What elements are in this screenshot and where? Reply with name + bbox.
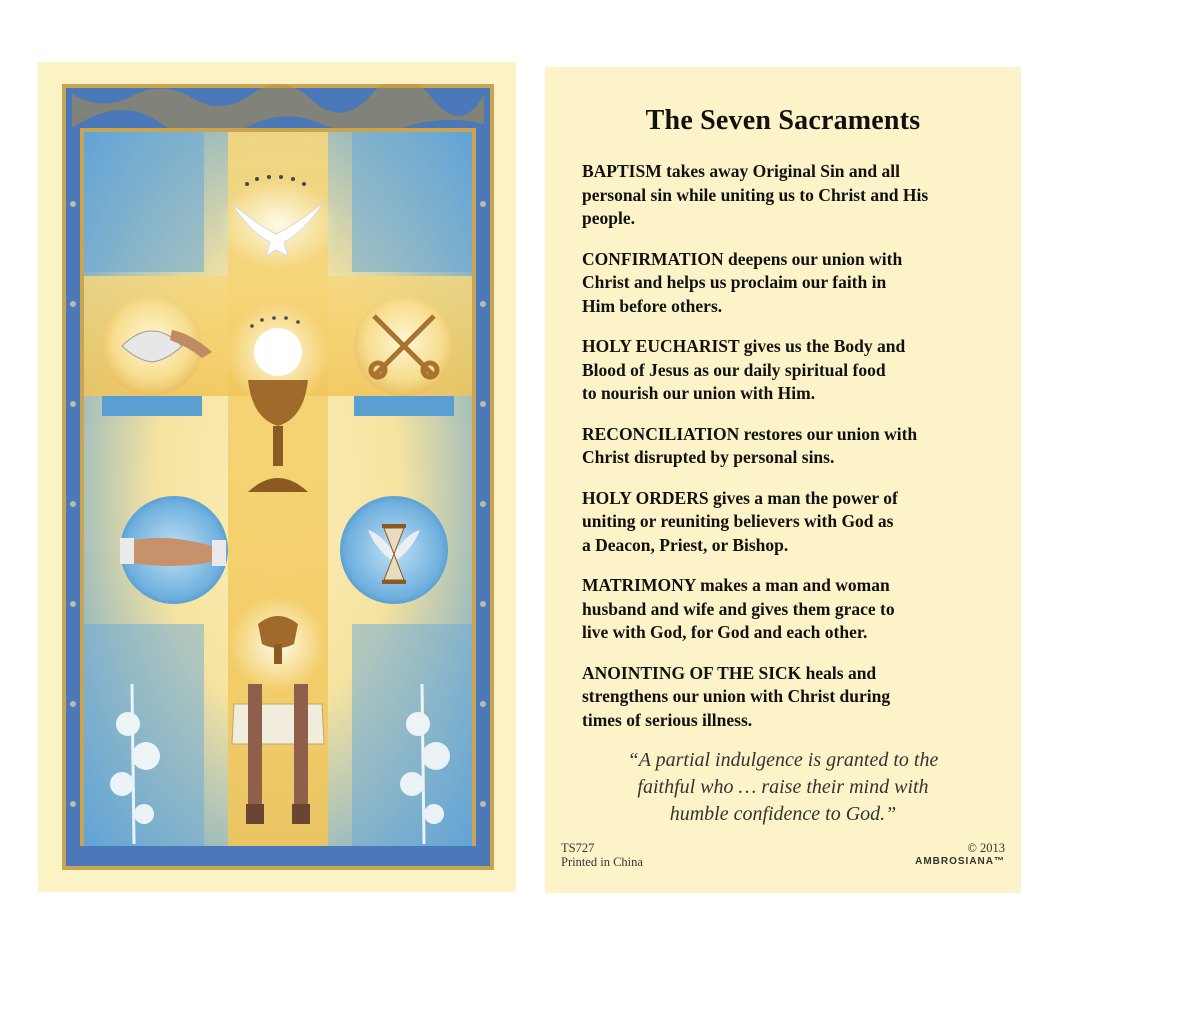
handshake-icon [120,496,228,604]
holy-card-front [38,62,516,892]
hourglass-icon [340,496,448,604]
sacraments-illustration [62,84,494,870]
sacrament-holy-orders: HOLY ORDERS gives a man the power of uniting or reuniting believers with God as a Deacon, Priest, or Bishop. [582,487,898,555]
holy-card-back [545,67,1021,893]
footer-left [561,841,643,869]
product-code: TS727 [561,841,595,855]
sacrament-anointing: ANOINTING OF THE SICK heals and strengthens our union with Christ during times of serious illness. [582,662,891,730]
ciborium-icon [230,596,326,692]
indulgence-quote: “A partial indulgence is granted to the faithful who … raise their mind with humble confidence to God.” [627,749,939,825]
copyright: © 2013 [967,841,1005,855]
sacraments-list [582,160,1002,749]
sacrament-baptism: BAPTISM takes away Original Sin and all personal sin while uniting us to Christ and His people. [582,161,929,228]
footer-right [915,841,1005,869]
sacrament-reconciliation: RECONCILIATION restores our union with Christ disrupted by personal sins. [582,423,918,467]
sacrament-confirmation: CONFIRMATION deepens our union with Christ and helps us proclaim our faith in Him before others. [582,248,903,316]
keys-icon [354,296,454,416]
printed-in: Printed in China [561,855,643,869]
sacrament-holy-eucharist: HOLY EUCHARIST gives us the Body and Blood of Jesus as our daily spiritual food to nourish our union with Him. [582,336,906,403]
card-title: The Seven Sacraments [645,105,921,136]
publisher-name: AMBROSIANA™ [915,856,1005,867]
sacrament-matrimony: MATRIMONY makes a man and woman husband and wife and gives them grace to live with God, for God and each other. [582,575,895,642]
